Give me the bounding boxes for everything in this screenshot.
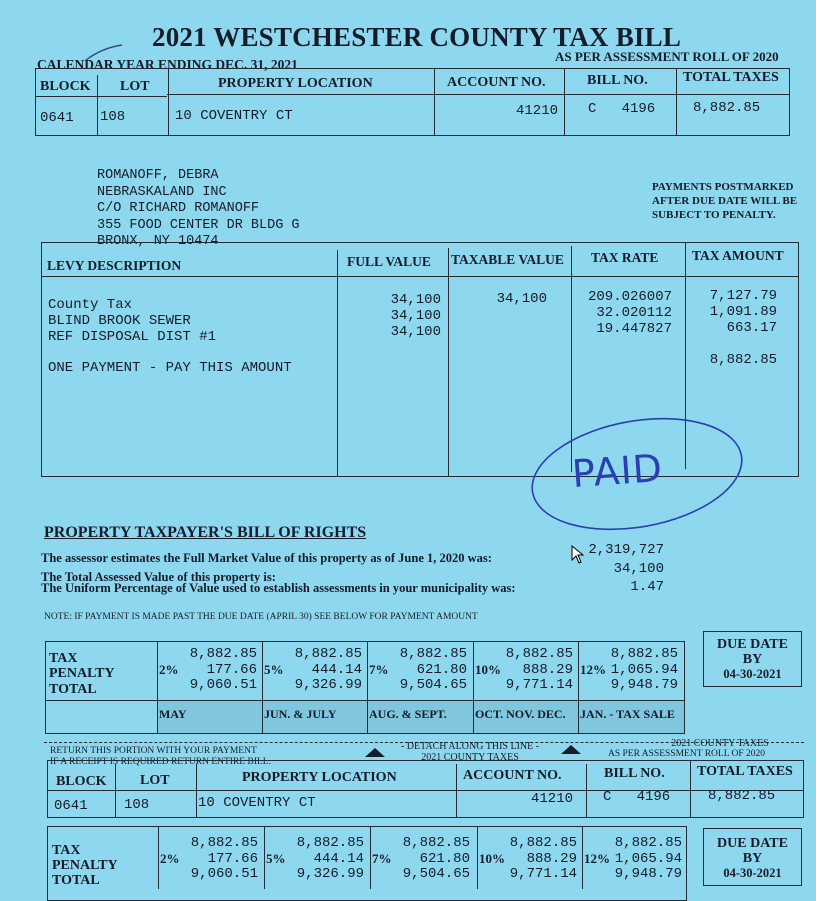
levy-amount: 663.17	[726, 320, 777, 336]
val-location: 10 COVENTRY CT	[175, 108, 293, 124]
val-lot: 108	[100, 109, 126, 125]
levy-taxable: 34,100	[496, 291, 547, 307]
stub-val-total: 8,882.85	[708, 788, 776, 804]
hdr-total: TOTAL TAXES	[683, 70, 779, 85]
paid-stamp-text: PAID	[570, 445, 665, 497]
stub-val-location: 10 COVENTRY CT	[198, 795, 316, 811]
penalty-col-amount: 177.66	[207, 851, 258, 867]
rights-line: The Uniform Percentage of Value used to establish assessments in your municipality was:	[41, 581, 516, 595]
penalty-col-pct: 12%	[580, 662, 606, 677]
return-note: IF A RECEIPT IS REQUIRED RETURN ENTIRE BILL.	[50, 757, 271, 767]
hdr-lot: LOT	[120, 79, 150, 94]
due-date-value: 04-30-2021	[723, 667, 782, 681]
hdr-bill: BILL NO.	[587, 73, 648, 88]
penalty-col-pct: 12%	[584, 851, 610, 866]
hdr-block: BLOCK	[40, 79, 91, 94]
row-label-penalty: PENALTY	[49, 666, 115, 681]
row-label-penalty: PENALTY	[52, 858, 118, 873]
notice-line: AFTER DUE DATE WILL BE	[652, 195, 798, 207]
penalty-col-tax: 8,882.85	[294, 646, 362, 662]
penalty-col-pct: 5%	[264, 662, 284, 677]
stub-hdr-account: ACCOUNT NO.	[463, 768, 562, 783]
levy-amount: 7,127.79	[709, 288, 777, 304]
penalty-col-tax: 8,882.85	[610, 646, 678, 662]
hdr-location: PROPERTY LOCATION	[218, 76, 373, 91]
levy-desc: County Tax	[48, 297, 133, 313]
penalty-col-amount: 888.29	[526, 851, 577, 867]
val-bill: C 4196	[588, 101, 656, 117]
notice-line: SUBJECT TO PENALTY.	[652, 209, 776, 221]
due-date-by: BY	[742, 851, 763, 866]
penalty-col-total: 9,948.79	[614, 866, 682, 882]
stub-val-bill: C 4196	[603, 789, 671, 805]
penalty-col-total: 9,060.51	[189, 677, 257, 693]
penalty-col-period: JAN. - TAX SALE	[580, 707, 675, 721]
row-label-total: TOTAL	[52, 873, 100, 888]
hdr-tax-rate: TAX RATE	[591, 250, 659, 265]
penalty-col-period: MAY	[159, 707, 187, 721]
penalty-col-amount: 444.14	[311, 662, 362, 678]
penalty-col-total: 9,504.65	[399, 677, 467, 693]
penalty-col-amount: 444.14	[313, 851, 364, 867]
penalty-col-tax: 8,882.85	[190, 835, 258, 851]
penalty-col-amount: 1,065.94	[614, 851, 682, 867]
one-payment-label: ONE PAYMENT - PAY THIS AMOUNT	[48, 360, 292, 376]
address-line: ROMANOFF, DEBRA	[97, 168, 219, 183]
rights-line: The Total Assessed Value of this property is:	[41, 570, 276, 584]
row-label-tax: TAX	[52, 843, 81, 858]
up-arrow-icon	[560, 743, 582, 755]
due-date-by: BY	[742, 652, 763, 667]
due-date-label: DUE DATE	[717, 637, 788, 652]
penalty-col-total: 9,504.65	[402, 866, 470, 882]
stub-hdr-location: PROPERTY LOCATION	[242, 770, 397, 785]
penalty-col-total: 9,060.51	[190, 866, 258, 882]
detach-label: 2021 COUNTY TAXES	[421, 752, 519, 763]
due-date-label: DUE DATE	[717, 836, 788, 851]
hdr-levy-description: LEVY DESCRIPTION	[47, 258, 182, 273]
penalty-col-amount: 621.80	[419, 851, 470, 867]
stub-title: 2021 COUNTY TAXES	[671, 738, 769, 749]
penalty-col-tax: 8,882.85	[614, 835, 682, 851]
penalty-col-period: OCT. NOV. DEC.	[475, 707, 566, 721]
penalty-col-pct: 7%	[372, 851, 392, 866]
return-note: RETURN THIS PORTION WITH YOUR PAYMENT	[50, 746, 257, 756]
penalty-col-pct: 10%	[475, 662, 501, 677]
levy-rate: 209.026007	[587, 289, 672, 305]
hdr-full-value: FULL VALUE	[347, 254, 431, 269]
levy-desc: REF DISPOSAL DIST #1	[48, 329, 217, 345]
levy-amount: 1,091.89	[709, 304, 777, 320]
payment-note: NOTE: IF PAYMENT IS MADE PAST THE DUE DATE (APRIL 30) SEE BELOW FOR PAYMENT AMOUNT	[44, 612, 478, 622]
penalty-col-pct: 2%	[160, 851, 180, 866]
stub-val-block: 0641	[54, 798, 88, 814]
penalty-col-total: 9,771.14	[505, 677, 573, 693]
stub-hdr-bill: BILL NO.	[604, 766, 665, 781]
penalty-col-period: JUN. & JULY	[264, 707, 337, 721]
penalty-col-total: 9,326.99	[296, 866, 364, 882]
notice-line: PAYMENTS POSTMARKED	[652, 181, 794, 193]
val-account: 41210	[515, 103, 558, 119]
cursor-icon	[571, 545, 585, 565]
hdr-taxable-value: TAXABLE VALUE	[451, 252, 564, 267]
penalty-col-pct: 7%	[369, 662, 389, 677]
pen-mark	[84, 42, 126, 64]
up-arrow-icon	[364, 746, 386, 758]
row-label-tax: TAX	[49, 651, 78, 666]
penalty-col-total: 9,948.79	[610, 677, 678, 693]
levy-desc: BLIND BROOK SEWER	[48, 313, 191, 329]
levy-full: 34,100	[390, 324, 441, 340]
penalty-col-total: 9,326.99	[294, 677, 362, 693]
levy-rate: 19.447827	[596, 321, 672, 337]
penalty-col-amount: 1,065.94	[610, 662, 678, 678]
address-line: 355 FOOD CENTER DR BLDG G	[97, 217, 300, 233]
market-value: 2,319,727	[588, 542, 664, 558]
penalty-col-tax: 8,882.85	[399, 646, 467, 662]
penalty-col-tax: 8,882.85	[402, 835, 470, 851]
address-line: NEBRASKALAND INC	[97, 184, 227, 200]
penalty-col-pct: 5%	[266, 851, 286, 866]
stub-hdr-block: BLOCK	[56, 774, 107, 789]
stub-roll-note: AS PER ASSESSMENT ROLL OF 2020	[608, 749, 766, 759]
stub-val-account: 41210	[530, 791, 573, 807]
due-date-value: 04-30-2021	[723, 866, 782, 880]
val-block: 0641	[40, 110, 74, 126]
penalty-col-tax: 8,882.85	[509, 835, 577, 851]
address-line: C/O RICHARD ROMANOFF	[97, 201, 260, 216]
penalty-col-pct: 2%	[159, 662, 179, 677]
hdr-tax-amount: TAX AMOUNT	[692, 248, 784, 263]
stub-hdr-total: TOTAL TAXES	[697, 764, 793, 779]
levy-rate: 32.020112	[596, 305, 672, 321]
address-line: BRONX, NY 10474	[97, 234, 219, 249]
penalty-col-amount: 888.29	[522, 662, 573, 678]
penalty-col-amount: 177.66	[206, 662, 257, 678]
uniform-percentage: 1.47	[630, 579, 664, 595]
mailing-address	[97, 168, 300, 251]
bill-title: 2021 WESTCHESTER COUNTY TAX BILL	[152, 22, 682, 52]
one-payment-amount: 8,882.85	[709, 352, 777, 368]
bill-of-rights-heading: PROPERTY TAXPAYER'S BILL OF RIGHTS	[44, 524, 367, 541]
calendar-year: CALENDAR YEAR ENDING DEC. 31, 2021	[37, 57, 298, 72]
penalty-col-tax: 8,882.85	[189, 646, 257, 662]
detach-label: - DETACH ALONG THIS LINE -	[400, 741, 540, 752]
row-label-total: TOTAL	[49, 682, 97, 697]
hdr-account: ACCOUNT NO.	[447, 75, 546, 90]
stub-hdr-lot: LOT	[140, 773, 170, 788]
levy-full: 34,100	[390, 308, 441, 324]
penalty-col-period: AUG. & SEPT.	[369, 707, 447, 721]
penalty-notice	[652, 180, 797, 222]
penalty-col-tax: 8,882.85	[296, 835, 364, 851]
levy-full: 34,100	[390, 292, 441, 308]
val-total: 8,882.85	[693, 100, 761, 116]
penalty-col-pct: 10%	[479, 851, 505, 866]
assessed-value: 34,100	[613, 561, 664, 577]
penalty-col-total: 9,771.14	[509, 866, 577, 882]
stub-val-lot: 108	[124, 797, 150, 813]
rights-line: The assessor estimates the Full Market Value of this property as of June 1, 2020 was:	[41, 551, 492, 565]
roll-note: AS PER ASSESSMENT ROLL OF 2020	[555, 49, 779, 64]
penalty-col-tax: 8,882.85	[505, 646, 573, 662]
penalty-col-amount: 621.80	[416, 662, 467, 678]
